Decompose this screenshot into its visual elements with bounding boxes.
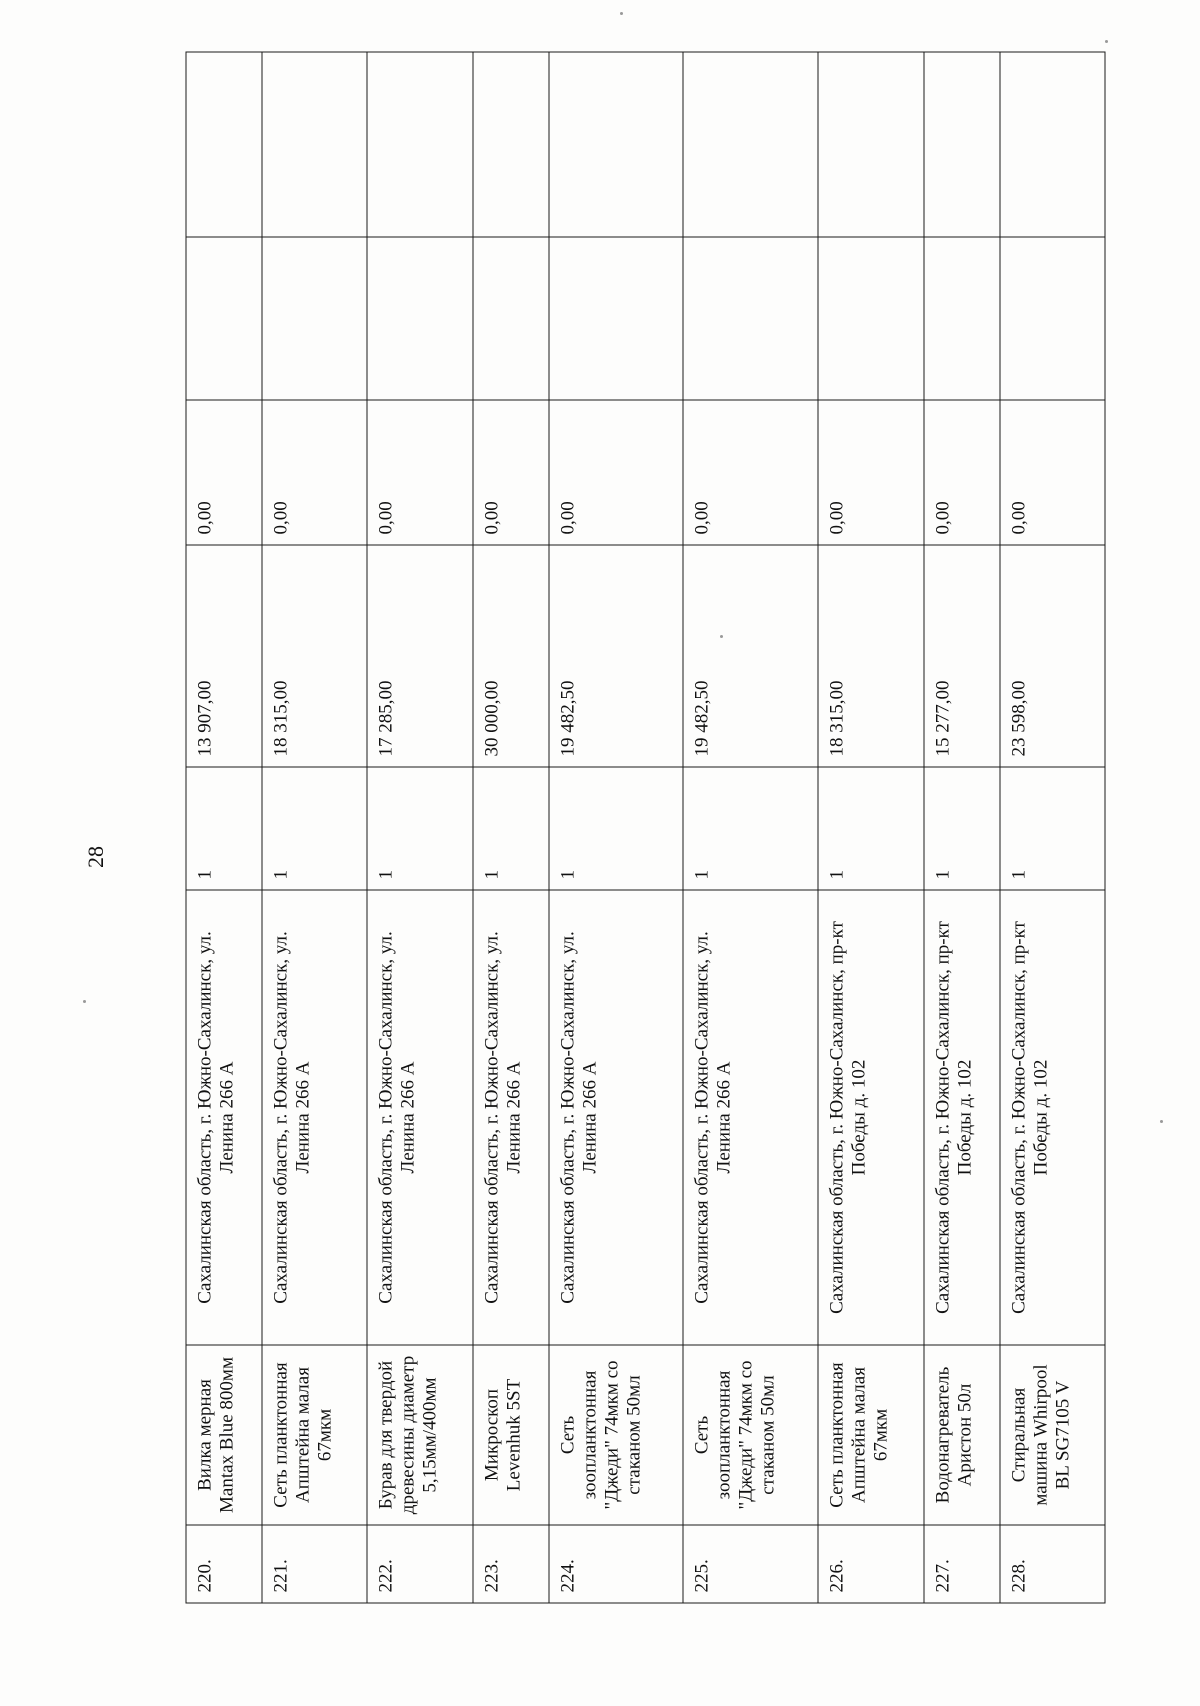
row-number: 223. <box>472 1525 548 1603</box>
item-quantity: 1 <box>472 767 548 890</box>
inventory-table-rotated <box>185 52 1105 1603</box>
row-number: 227. <box>923 1525 999 1603</box>
table-row <box>923 52 999 1603</box>
table-row <box>472 52 548 1603</box>
empty-cell <box>683 52 818 237</box>
item-address: Сахалинская область, г. Южно-Сахалинск, ул. Ленина 266 А <box>186 890 262 1345</box>
row-number: 220. <box>186 1525 262 1603</box>
scan-speck <box>1160 1120 1163 1123</box>
item-cost: 15 277,00 <box>923 545 999 767</box>
item-cost: 18 315,00 <box>262 545 367 767</box>
table-row <box>548 52 683 1603</box>
scan-speck <box>720 635 723 638</box>
empty-cell <box>548 52 683 237</box>
item-cost: 17 285,00 <box>367 545 472 767</box>
item-cost: 18 315,00 <box>818 545 923 767</box>
empty-cell <box>472 237 548 400</box>
empty-cell <box>186 237 262 400</box>
table-body <box>186 52 1105 1603</box>
item-residual-value: 0,00 <box>923 400 999 545</box>
inventory-table <box>185 51 1105 1603</box>
table-row <box>186 52 262 1603</box>
row-number: 222. <box>367 1525 472 1603</box>
item-cost: 30 000,00 <box>472 545 548 767</box>
row-number: 221. <box>262 1525 367 1603</box>
empty-cell <box>548 237 683 400</box>
item-name: Сеть зоопланктонная "Джеди" 74мкм со стаканом 50мл <box>548 1345 683 1525</box>
table-row <box>818 52 923 1603</box>
empty-cell <box>818 237 923 400</box>
item-address: Сахалинская область, г. Южно-Сахалинск, ул. Ленина 266 А <box>472 890 548 1345</box>
item-name: Водонагреватель Аристон 50л <box>923 1345 999 1525</box>
item-residual-value: 0,00 <box>999 400 1104 545</box>
item-cost: 13 907,00 <box>186 545 262 767</box>
item-cost: 19 482,50 <box>683 545 818 767</box>
item-cost: 19 482,50 <box>548 545 683 767</box>
page-number: 28 <box>83 846 108 868</box>
item-quantity: 1 <box>923 767 999 890</box>
empty-cell <box>923 237 999 400</box>
item-address: Сахалинская область, г. Южно-Сахалинск, пр-кт Победы д. 102 <box>818 890 923 1345</box>
item-residual-value: 0,00 <box>262 400 367 545</box>
empty-cell <box>999 52 1104 237</box>
item-residual-value: 0,00 <box>548 400 683 545</box>
item-cost: 23 598,00 <box>999 545 1104 767</box>
item-quantity: 1 <box>683 767 818 890</box>
empty-cell <box>367 237 472 400</box>
empty-cell <box>683 237 818 400</box>
empty-cell <box>262 52 367 237</box>
row-number: 226. <box>818 1525 923 1603</box>
item-residual-value: 0,00 <box>683 400 818 545</box>
item-residual-value: 0,00 <box>818 400 923 545</box>
item-quantity: 1 <box>367 767 472 890</box>
item-residual-value: 0,00 <box>367 400 472 545</box>
item-name: Вилка мерная Mantax Blue 800мм <box>186 1345 262 1525</box>
table-row <box>999 52 1104 1603</box>
scan-speck <box>620 12 623 15</box>
empty-cell <box>262 237 367 400</box>
item-quantity: 1 <box>999 767 1104 890</box>
empty-cell <box>367 52 472 237</box>
item-residual-value: 0,00 <box>186 400 262 545</box>
item-name: Бурав для твердой древесины диаметр 5,15мм/400мм <box>367 1345 472 1525</box>
item-name: Стиральная машина Whirpool BL SG7105 V <box>999 1345 1104 1525</box>
item-address: Сахалинская область, г. Южно-Сахалинск, ул. Ленина 266 А <box>367 890 472 1345</box>
item-name: Сеть зоопланктонная "Джеди" 74мкм со стаканом 50мл <box>683 1345 818 1525</box>
table-row <box>367 52 472 1603</box>
item-quantity: 1 <box>262 767 367 890</box>
item-address: Сахалинская область, г. Южно-Сахалинск, пр-кт Победы д. 102 <box>923 890 999 1345</box>
item-name: Микроскоп Levenhuk 5ST <box>472 1345 548 1525</box>
item-quantity: 1 <box>548 767 683 890</box>
item-address: Сахалинская область, г. Южно-Сахалинск, ул. Ленина 266 А <box>262 890 367 1345</box>
item-name: Сеть планктонная Апштейна малая 67мкм <box>818 1345 923 1525</box>
empty-cell <box>818 52 923 237</box>
empty-cell <box>186 52 262 237</box>
item-address: Сахалинская область, г. Южно-Сахалинск, ул. Ленина 266 А <box>548 890 683 1345</box>
item-quantity: 1 <box>818 767 923 890</box>
row-number: 228. <box>999 1525 1104 1603</box>
item-quantity: 1 <box>186 767 262 890</box>
item-address: Сахалинская область, г. Южно-Сахалинск, пр-кт Победы д. 102 <box>999 890 1104 1345</box>
row-number: 224. <box>548 1525 683 1603</box>
scan-speck <box>1105 40 1108 43</box>
item-residual-value: 0,00 <box>472 400 548 545</box>
empty-cell <box>923 52 999 237</box>
item-address: Сахалинская область, г. Южно-Сахалинск, ул. Ленина 266 А <box>683 890 818 1345</box>
item-name: Сеть планктонная Апштейна малая 67мкм <box>262 1345 367 1525</box>
table-row <box>262 52 367 1603</box>
empty-cell <box>472 52 548 237</box>
table-row <box>683 52 818 1603</box>
empty-cell <box>999 237 1104 400</box>
scan-speck <box>83 1000 86 1003</box>
row-number: 225. <box>683 1525 818 1603</box>
